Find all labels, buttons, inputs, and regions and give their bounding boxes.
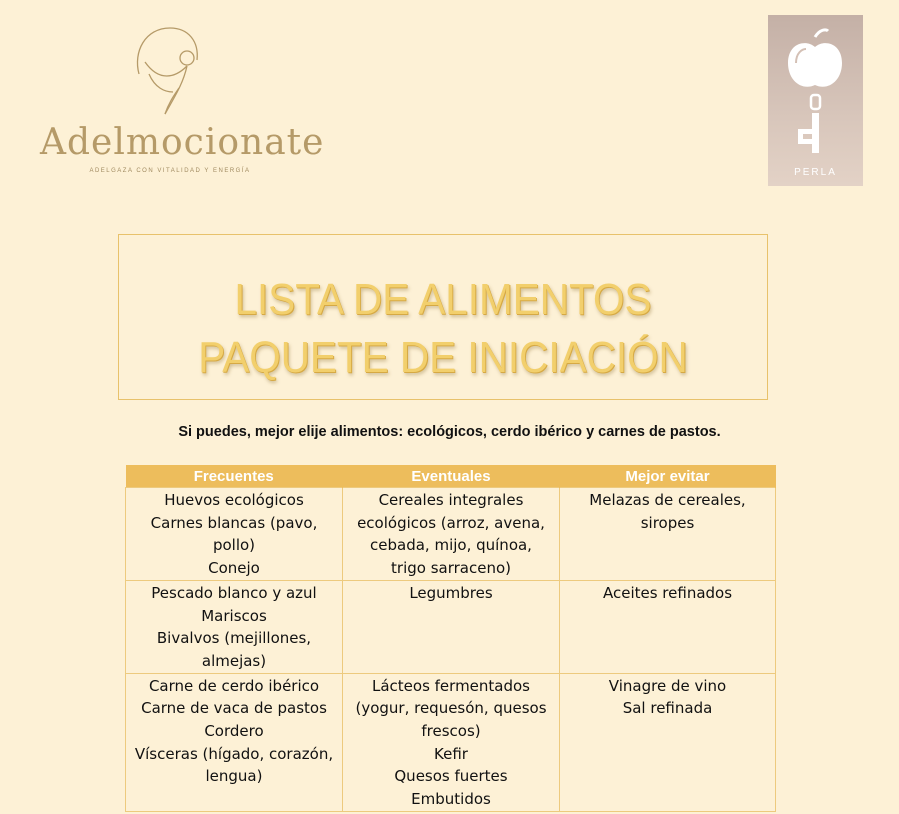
title-line-2: PAQUETE DE INICIACIÓN	[198, 333, 688, 382]
food-item: Mariscos	[201, 606, 267, 625]
table-cell	[560, 673, 776, 811]
food-item: Carnes blancas (pavo, pollo)	[150, 513, 318, 555]
food-item: Kefir	[434, 744, 468, 763]
table-cell	[126, 580, 343, 673]
food-item: Vísceras (hígado, corazón, lengua)	[134, 744, 334, 786]
table-cell	[126, 673, 343, 811]
partner-logo	[768, 15, 863, 186]
brand-logo	[40, 22, 325, 182]
header-eventuales: Eventuales	[343, 465, 560, 488]
table-row	[126, 580, 776, 673]
food-item: Carne de cerdo ibérico	[148, 676, 320, 695]
table-cell	[343, 488, 560, 581]
table-cell	[126, 488, 343, 581]
food-item: Melazas de cereales, siropes	[589, 491, 746, 532]
table-cell	[343, 673, 560, 811]
food-table	[125, 465, 776, 812]
title-line-1: LISTA DE ALIMENTOS	[234, 275, 652, 324]
food-item: Quesos fuertes	[394, 767, 508, 786]
table-header-row	[126, 465, 776, 488]
food-item: Sal refinada	[622, 699, 713, 718]
subtitle: Si puedes, mejor elije alimentos: ecológicos, cerdo ibérico y carnes de pastos.	[178, 424, 721, 440]
food-item: Cordero	[204, 722, 264, 741]
brand-name: Adelmocionate	[40, 122, 325, 163]
food-item: Conejo	[208, 559, 260, 578]
table-cell	[560, 580, 776, 673]
food-item: Bivalvos (mejillones, almejas)	[156, 629, 312, 670]
food-item: trigo sarraceno)	[391, 559, 511, 578]
table-cell	[560, 488, 776, 581]
food-item: Cereales integrales ecológicos (arroz, avena, cebada, mijo, quínoa,	[357, 491, 545, 555]
brand-tagline: ADELGAZA CON VITALIDAD Y ENERGÍA	[89, 168, 251, 174]
food-item: Embutidos	[411, 790, 491, 809]
food-item: Vinagre de vino	[608, 676, 727, 695]
header-mejor-evitar: Mejor evitar	[560, 465, 776, 488]
food-item: Pescado blanco y azul	[151, 583, 317, 602]
food-item: Carne de vaca de pastos	[141, 699, 327, 718]
table-cell	[343, 580, 560, 673]
food-item: Aceites refinados	[602, 583, 733, 602]
table-row	[126, 488, 776, 581]
title-box	[118, 234, 768, 400]
figure-logo-icon	[125, 22, 215, 122]
food-item: Lácteos fermentados (yogur, requesón, quesos frescos)	[355, 676, 547, 741]
table-row	[126, 673, 776, 811]
food-item: Huevos ecológicos	[164, 491, 304, 509]
header-frecuentes: Frecuentes	[126, 465, 343, 488]
apple-key-icon	[768, 25, 863, 165]
partner-name: PERLA	[794, 167, 837, 178]
food-item: Legumbres	[409, 583, 493, 602]
